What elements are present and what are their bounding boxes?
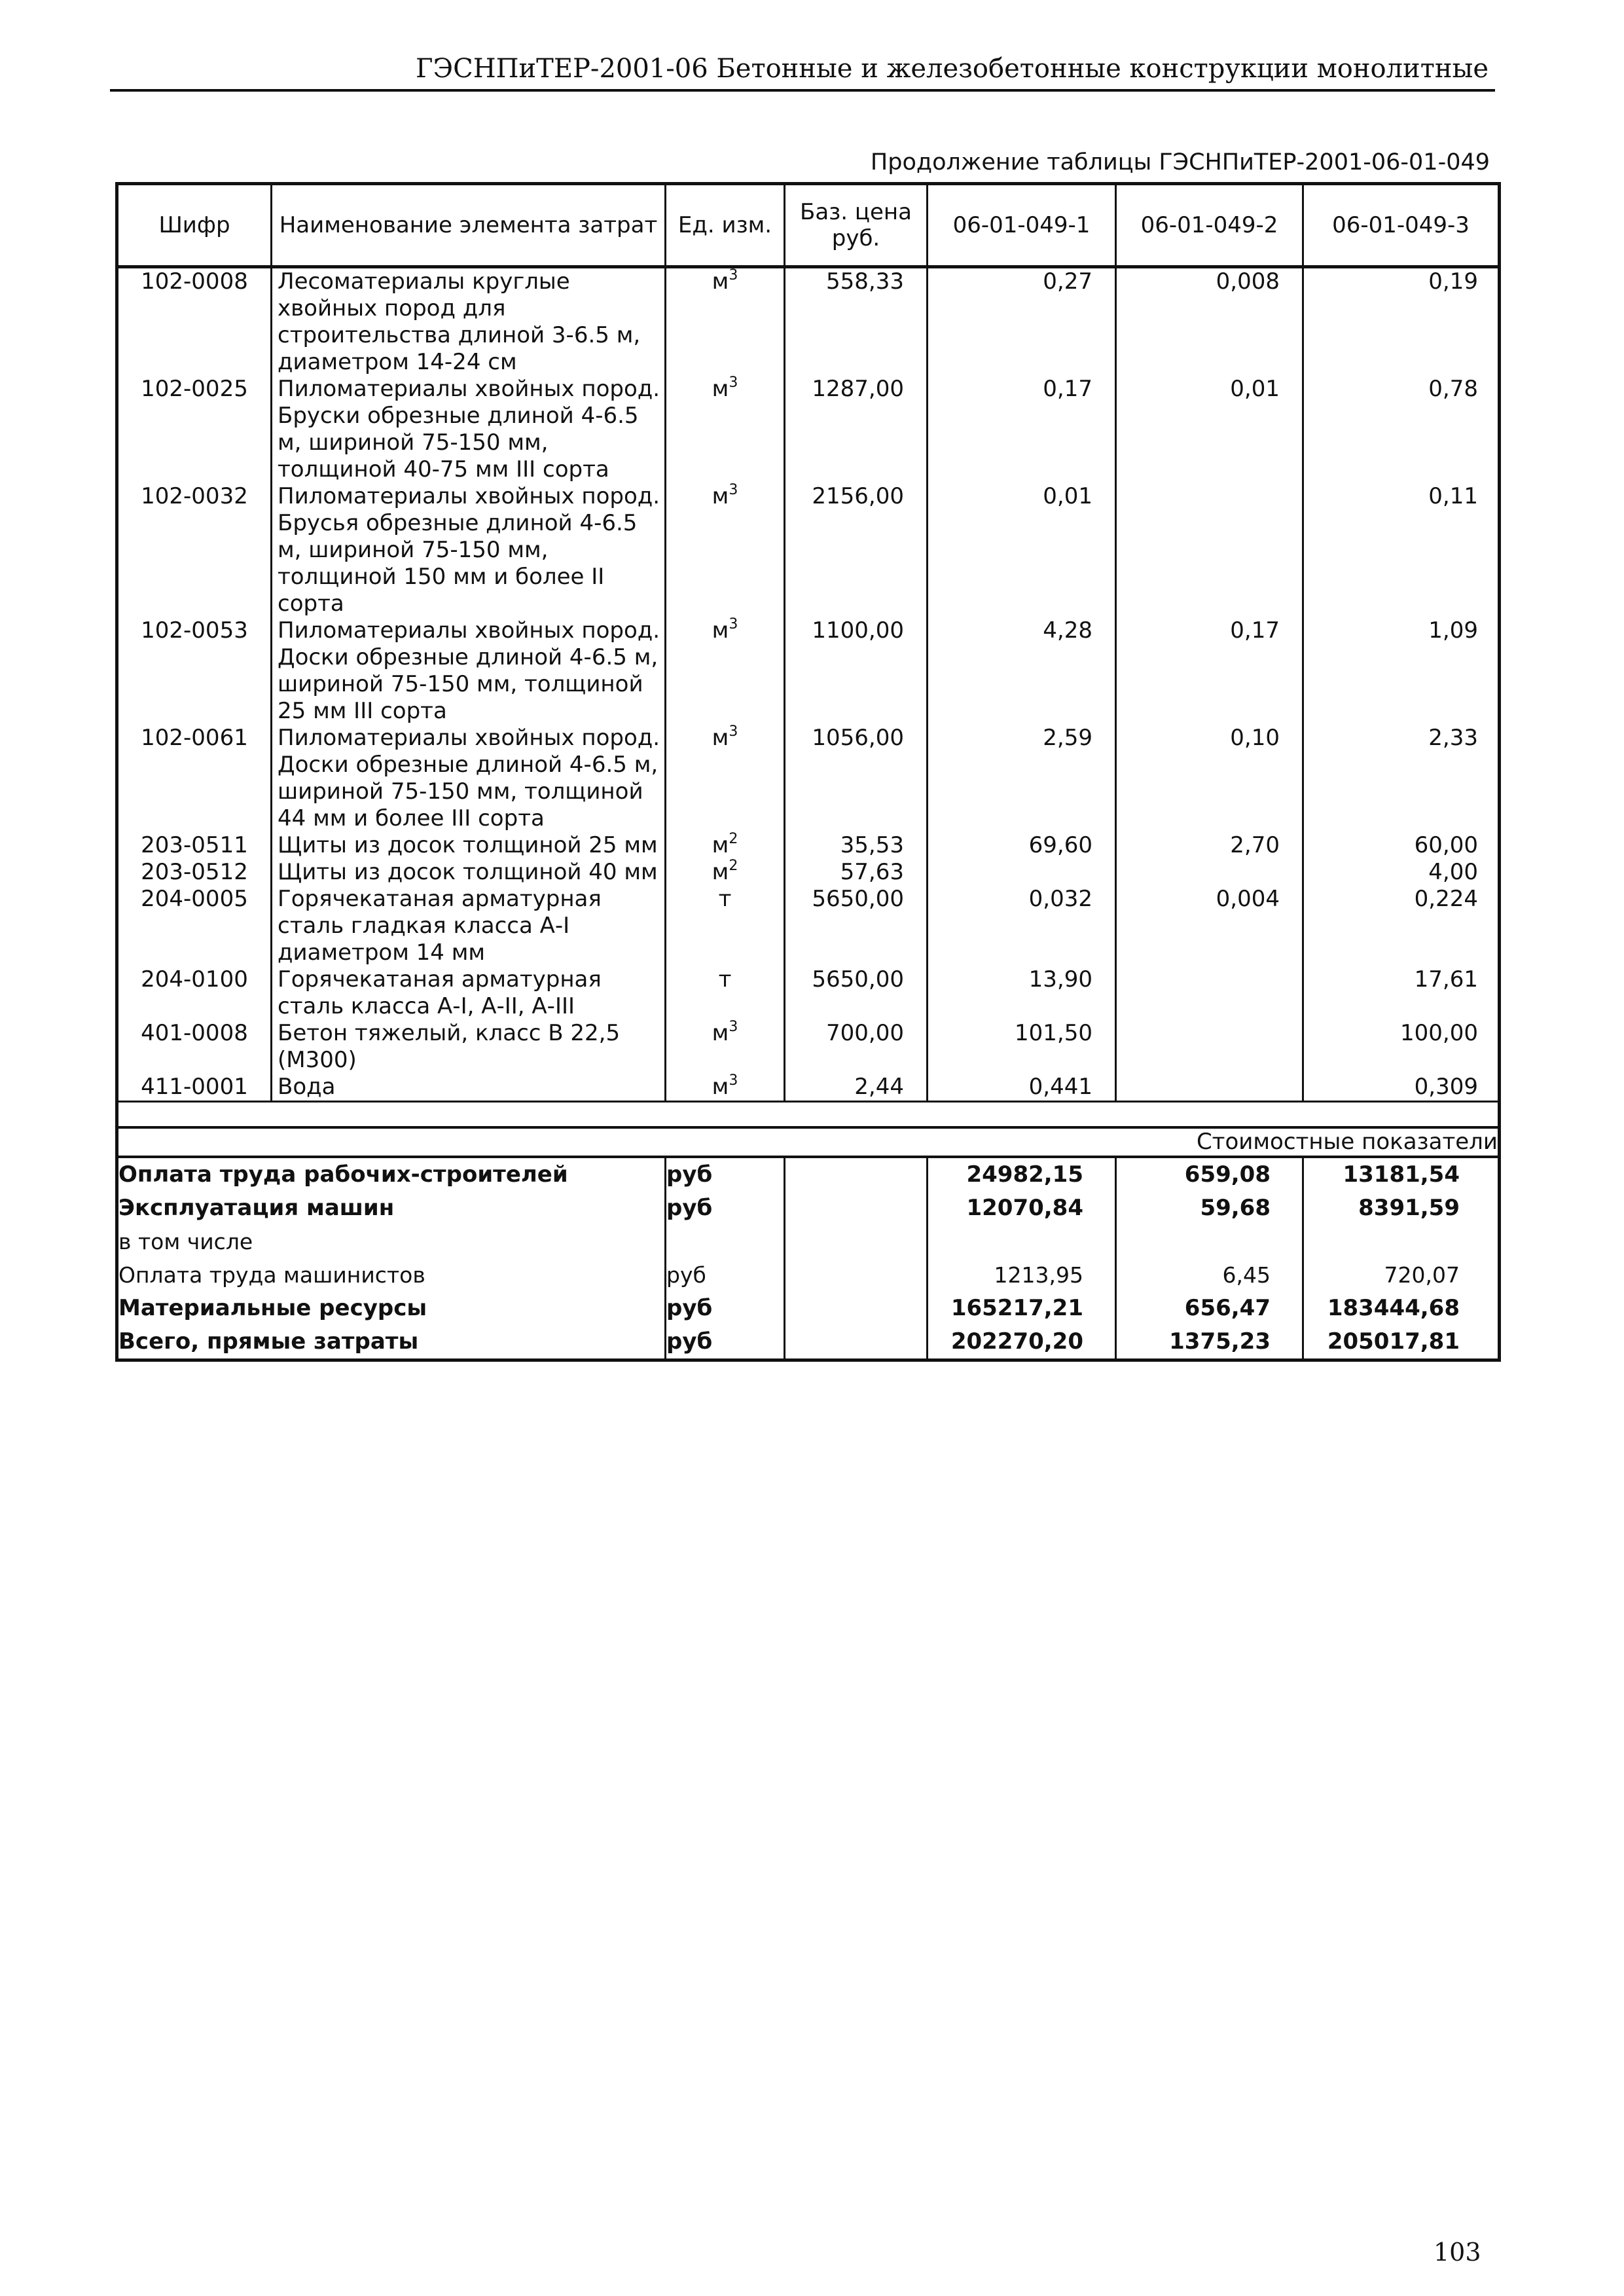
cost-v3: 13181,54 xyxy=(1303,1157,1500,1192)
row-v1: 0,01 xyxy=(928,483,1116,617)
row-price: 558,33 xyxy=(785,267,928,376)
row-v3: 0,224 xyxy=(1303,886,1500,966)
cost-unit: руб xyxy=(666,1292,785,1325)
row-v2 xyxy=(1116,859,1303,886)
cost-unit: руб xyxy=(666,1258,785,1292)
row-code: 203-0512 xyxy=(117,859,272,886)
cost-v3: 720,07 xyxy=(1303,1258,1500,1292)
cost-price-empty xyxy=(785,1292,928,1325)
table-row xyxy=(117,267,1500,376)
cost-label: Эксплуатация машин xyxy=(117,1192,666,1225)
cost-row xyxy=(117,1292,1500,1325)
row-unit: $м^3$ xyxy=(666,483,785,617)
row-code: 203-0511 xyxy=(117,832,272,859)
row-price: 2156,00 xyxy=(785,483,928,617)
resource-table xyxy=(115,182,1501,1362)
row-v2 xyxy=(1116,483,1303,617)
col-header-price: Баз. цена руб. xyxy=(785,184,928,267)
row-code: 401-0008 xyxy=(117,1020,272,1074)
row-name: Пиломатериалы хвойных пород. Брусья обрезные длиной 4-6.5 м, шириной 75-150 мм, толщиной 150 мм и более II сорта xyxy=(272,483,666,617)
row-name: Горячекатаная арматурная сталь класса А-I, А-II, А-III xyxy=(272,966,666,1020)
cost-label: Оплата труда машинистов xyxy=(117,1258,666,1292)
cost-v1 xyxy=(928,1225,1116,1258)
cost-v2: 59,68 xyxy=(1116,1192,1303,1225)
row-unit: т xyxy=(666,966,785,1020)
row-v1: 0,032 xyxy=(928,886,1116,966)
cost-v1: 24982,15 xyxy=(928,1157,1116,1192)
table-separator xyxy=(117,1102,1500,1128)
row-v1: 0,27 xyxy=(928,267,1116,376)
cost-v2: 1375,23 xyxy=(1116,1325,1303,1360)
row-unit: $м^3$ xyxy=(666,1074,785,1102)
cost-v1: 165217,21 xyxy=(928,1292,1116,1325)
table-row xyxy=(117,483,1500,617)
row-v1 xyxy=(928,859,1116,886)
page-number: 103 xyxy=(1434,2238,1481,2267)
row-price: 1100,00 xyxy=(785,617,928,725)
cost-section-title: Стоимостные показатели xyxy=(117,1127,1500,1157)
row-v1: 4,28 xyxy=(928,617,1116,725)
cost-price-empty xyxy=(785,1225,928,1258)
cost-section-header xyxy=(117,1127,1500,1157)
row-name: Лесоматериалы круглые хвойных пород для строительства длиной 3-6.5 м, диаметром 14-24 см xyxy=(272,267,666,376)
row-code: 204-0100 xyxy=(117,966,272,1020)
cost-row xyxy=(117,1225,1500,1258)
row-v3: 0,11 xyxy=(1303,483,1500,617)
row-v1: 0,17 xyxy=(928,376,1116,483)
row-code: 102-0032 xyxy=(117,483,272,617)
cost-label: в том числе xyxy=(117,1225,666,1258)
table-row xyxy=(117,376,1500,483)
row-name: Бетон тяжелый, класс В 22,5 (М300) xyxy=(272,1020,666,1074)
cost-row xyxy=(117,1192,1500,1225)
page-header xyxy=(110,48,1495,92)
row-name: Пиломатериалы хвойных пород. Бруски обрезные длиной 4-6.5 м, шириной 75-150 мм, толщиной 40-75 мм III сорта xyxy=(272,376,666,483)
cost-row xyxy=(117,1325,1500,1360)
row-v3: 60,00 xyxy=(1303,832,1500,859)
row-v1: 69,60 xyxy=(928,832,1116,859)
cost-price-empty xyxy=(785,1192,928,1225)
row-name: Вода xyxy=(272,1074,666,1102)
row-unit: $м^3$ xyxy=(666,376,785,483)
cost-v3: 183444,68 xyxy=(1303,1292,1500,1325)
row-name: Горячекатаная арматурная сталь гладкая класса А-I диаметром 14 мм xyxy=(272,886,666,966)
col-header-unit: Ед. изм. xyxy=(666,184,785,267)
row-name: Щиты из досок толщиной 40 мм xyxy=(272,859,666,886)
cost-v2: 656,47 xyxy=(1116,1292,1303,1325)
row-unit: $м^3$ xyxy=(666,267,785,376)
col-header-v2: 06-01-049-2 xyxy=(1116,184,1303,267)
row-code: 102-0061 xyxy=(117,725,272,832)
cost-unit: руб xyxy=(666,1325,785,1360)
cost-v3: 205017,81 xyxy=(1303,1325,1500,1360)
cost-v3: 8391,59 xyxy=(1303,1192,1500,1225)
cost-row xyxy=(117,1258,1500,1292)
row-price: 1287,00 xyxy=(785,376,928,483)
row-v3: 0,78 xyxy=(1303,376,1500,483)
row-v2: 0,10 xyxy=(1116,725,1303,832)
table-header-row xyxy=(117,184,1500,267)
col-header-code: Шифр xyxy=(117,184,272,267)
cost-unit: руб xyxy=(666,1192,785,1225)
row-v1: 0,441 xyxy=(928,1074,1116,1102)
row-v2: 0,008 xyxy=(1116,267,1303,376)
row-v2: 0,004 xyxy=(1116,886,1303,966)
table-row xyxy=(117,966,1500,1020)
cost-v2: 659,08 xyxy=(1116,1157,1303,1192)
row-v2: 0,17 xyxy=(1116,617,1303,725)
row-v3: 2,33 xyxy=(1303,725,1500,832)
cost-v2: 6,45 xyxy=(1116,1258,1303,1292)
col-header-v1: 06-01-049-1 xyxy=(928,184,1116,267)
row-name: Пиломатериалы хвойных пород. Доски обрезные длиной 4-6.5 м, шириной 75-150 мм, толщиной 25 мм III сорта xyxy=(272,617,666,725)
row-v3: 4,00 xyxy=(1303,859,1500,886)
cost-label: Всего, прямые затраты xyxy=(117,1325,666,1360)
table-caption: Продолжение таблицы ГЭСНПиТЕР-2001-06-01-049 xyxy=(870,149,1490,175)
row-unit: $м^2$ xyxy=(666,832,785,859)
row-unit: $м^3$ xyxy=(666,725,785,832)
cost-price-empty xyxy=(785,1258,928,1292)
row-unit: $м^3$ xyxy=(666,617,785,725)
row-v3: 100,00 xyxy=(1303,1020,1500,1074)
cost-price-empty xyxy=(785,1325,928,1360)
row-price: 5650,00 xyxy=(785,966,928,1020)
table-row xyxy=(117,832,1500,859)
row-price: 1056,00 xyxy=(785,725,928,832)
row-v1: 13,90 xyxy=(928,966,1116,1020)
cost-label: Материальные ресурсы xyxy=(117,1292,666,1325)
row-v2: 0,01 xyxy=(1116,376,1303,483)
row-unit: $м^2$ xyxy=(666,859,785,886)
row-v3: 0,309 xyxy=(1303,1074,1500,1102)
row-v1: 101,50 xyxy=(928,1020,1116,1074)
row-name: Щиты из досок толщиной 25 мм xyxy=(272,832,666,859)
table-row xyxy=(117,859,1500,886)
row-unit: т xyxy=(666,886,785,966)
row-v2 xyxy=(1116,966,1303,1020)
row-price: 35,53 xyxy=(785,832,928,859)
row-unit: $м^3$ xyxy=(666,1020,785,1074)
col-header-name: Наименование элемента затрат xyxy=(272,184,666,267)
cost-unit: руб xyxy=(666,1157,785,1192)
row-code: 411-0001 xyxy=(117,1074,272,1102)
row-price: 5650,00 xyxy=(785,886,928,966)
cost-v1: 12070,84 xyxy=(928,1192,1116,1225)
cost-label: Оплата труда рабочих-строителей xyxy=(117,1157,666,1192)
cost-v1: 1213,95 xyxy=(928,1258,1116,1292)
row-price: 2,44 xyxy=(785,1074,928,1102)
row-v2: 2,70 xyxy=(1116,832,1303,859)
row-v2 xyxy=(1116,1074,1303,1102)
cost-price-empty xyxy=(785,1157,928,1192)
table-row xyxy=(117,1074,1500,1102)
cost-unit xyxy=(666,1225,785,1258)
cost-v3 xyxy=(1303,1225,1500,1258)
row-code: 102-0053 xyxy=(117,617,272,725)
row-name: Пиломатериалы хвойных пород. Доски обрезные длиной 4-6.5 м, шириной 75-150 мм, толщиной 44 мм и более III сорта xyxy=(272,725,666,832)
cost-row xyxy=(117,1157,1500,1192)
row-v1: 2,59 xyxy=(928,725,1116,832)
row-code: 204-0005 xyxy=(117,886,272,966)
row-v3: 0,19 xyxy=(1303,267,1500,376)
row-price: 700,00 xyxy=(785,1020,928,1074)
row-v2 xyxy=(1116,1020,1303,1074)
table-row xyxy=(117,725,1500,832)
cost-v1: 202270,20 xyxy=(928,1325,1116,1360)
row-v3: 1,09 xyxy=(1303,617,1500,725)
header-title: ГЭСНПиТЕР-2001-06 Бетонные и железобетонные конструкции монолитные xyxy=(416,54,1489,84)
col-header-v3: 06-01-049-3 xyxy=(1303,184,1500,267)
cost-v2 xyxy=(1116,1225,1303,1258)
table-row xyxy=(117,617,1500,725)
table-row xyxy=(117,886,1500,966)
row-code: 102-0025 xyxy=(117,376,272,483)
table-row xyxy=(117,1020,1500,1074)
row-code: 102-0008 xyxy=(117,267,272,376)
row-price: 57,63 xyxy=(785,859,928,886)
row-v3: 17,61 xyxy=(1303,966,1500,1020)
